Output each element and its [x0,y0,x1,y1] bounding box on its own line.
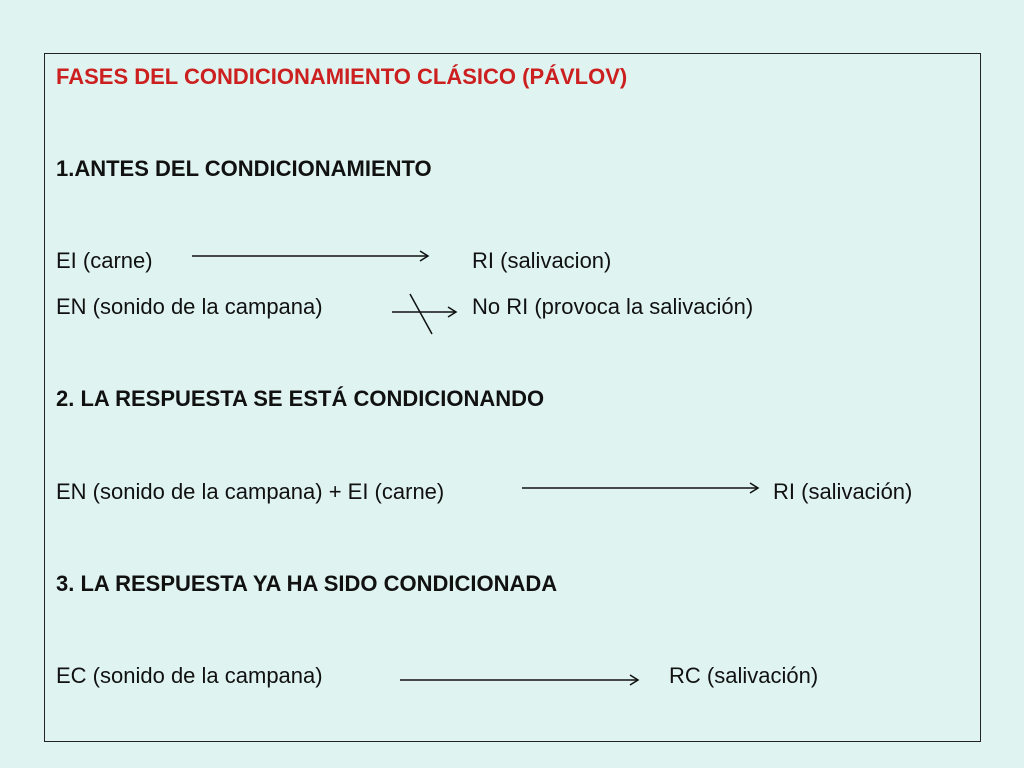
phase2-stimuli-pair: EN (sonido de la campana) + EI (carne) [56,479,445,504]
phase1-no-response: No RI (provoca la salivación) [472,294,754,319]
arrow-icon [192,248,432,264]
phase1-heading: 1.ANTES DEL CONDICIONAMIENTO [56,156,432,181]
slide-title: FASES DEL CONDICIONAMIENTO CLÁSICO (PÁVLOV) [56,64,628,89]
arrow-icon [522,480,762,496]
phase1-stimulus-unconditioned: EI (carne) [56,248,153,273]
phase1-response-unconditioned: RI (salivacion) [472,248,612,273]
crossed-arrow-icon [392,292,462,336]
phase3-response-conditioned: RC (salivación) [669,663,819,688]
phase3-stimulus-conditioned: EC (sonido de la campana) [56,663,323,688]
arrow-icon [400,672,642,688]
phase3-heading: 3. LA RESPUESTA YA HA SIDO CONDICIONADA [56,571,558,596]
phase1-stimulus-neutral: EN (sonido de la campana) [56,294,323,319]
phase2-response: RI (salivación) [773,479,913,504]
phase2-heading: 2. LA RESPUESTA SE ESTÁ CONDICIONANDO [56,386,545,411]
